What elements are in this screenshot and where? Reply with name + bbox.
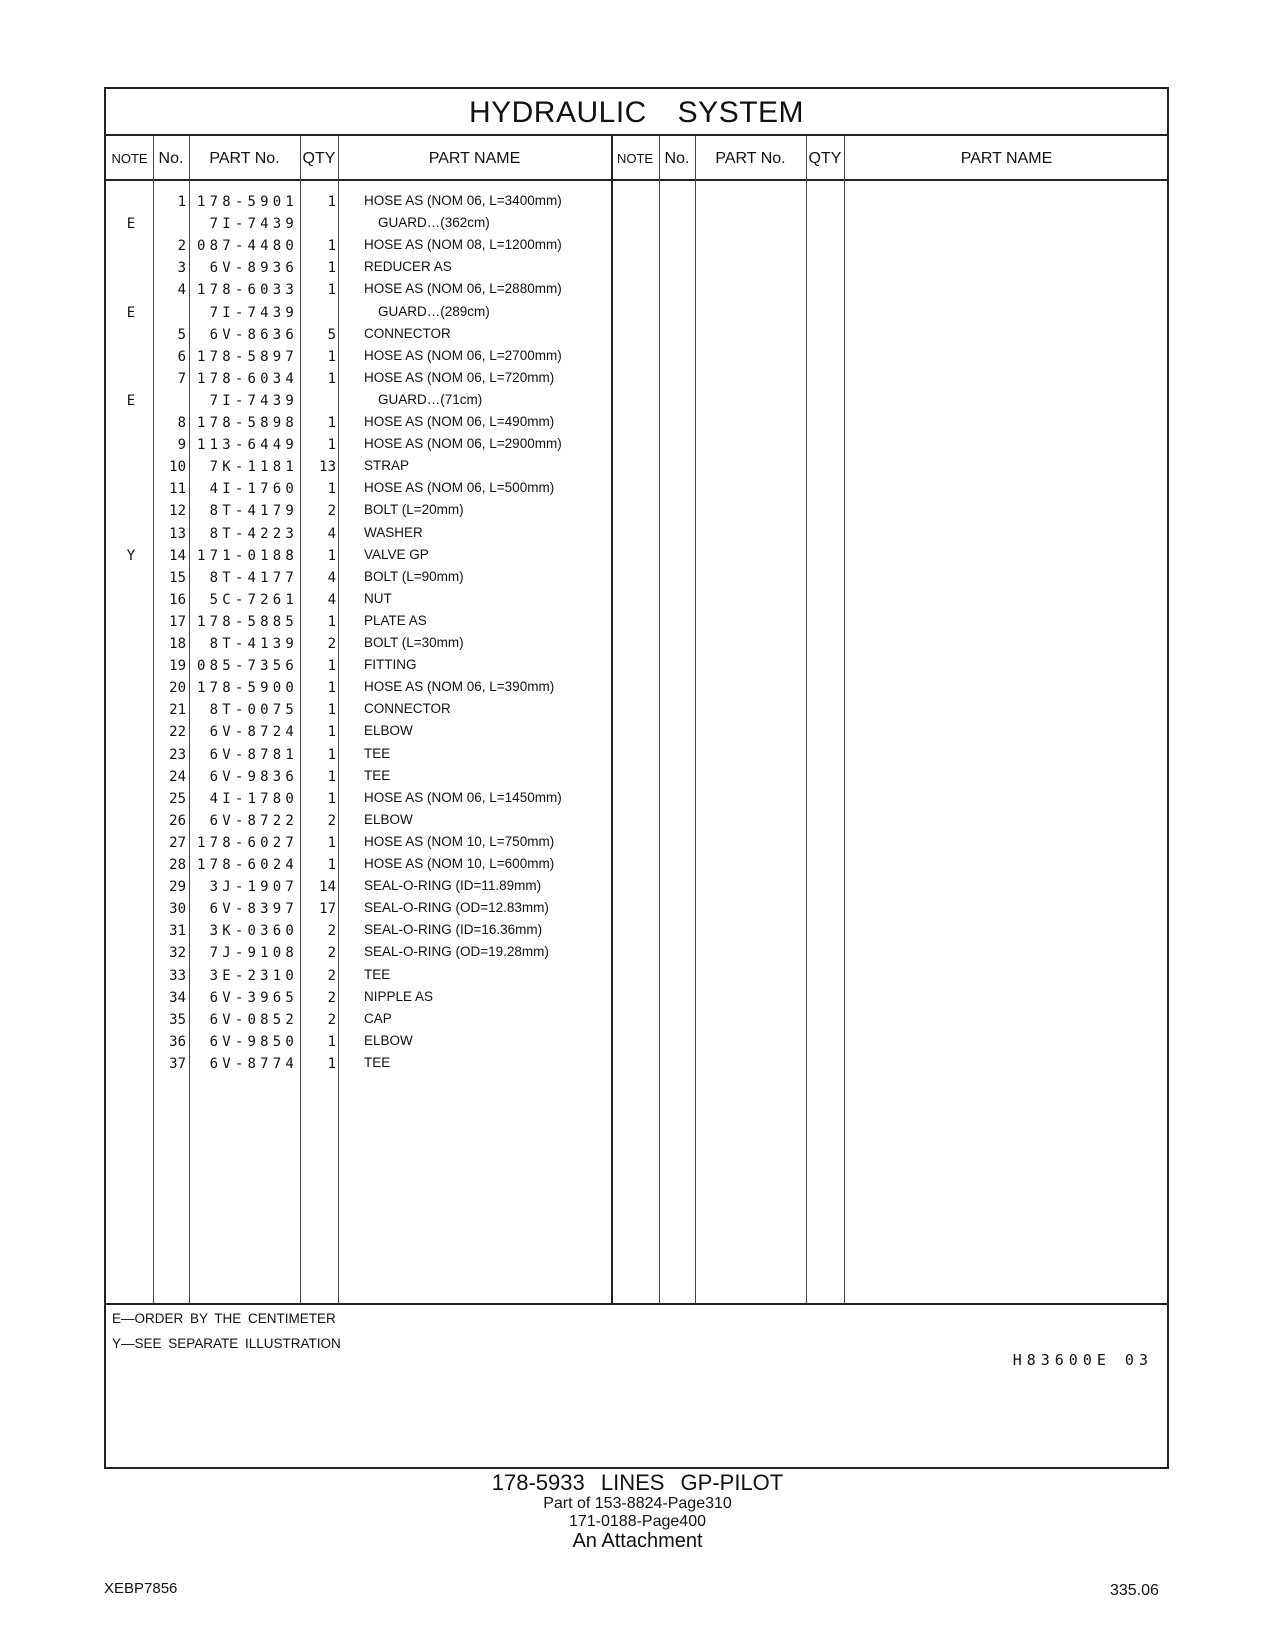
row-part-number: 8T-4139	[209, 636, 298, 652]
row-part-name: HOSE AS (NOM 06, L=2900mm)	[364, 436, 562, 452]
row-part-name: NIPPLE AS	[364, 988, 434, 1004]
row-part-name: ELBOW	[364, 811, 413, 827]
table-row	[106, 854, 1167, 876]
row-part-number: 7I-7439	[209, 216, 298, 233]
row-part-number: 178-6024	[196, 857, 298, 873]
table-row	[106, 1053, 1167, 1075]
header-qty: QTY	[808, 150, 842, 167]
table-row	[106, 412, 1167, 434]
row-part-number: 4I-1780	[209, 790, 298, 807]
row-part-number: 113-6449	[196, 437, 298, 454]
row-quantity: 5	[327, 326, 336, 343]
row-part-name: HOSE AS (NOM 06, L=490mm)	[364, 414, 555, 429]
row-item-number: 32	[169, 945, 186, 962]
row-part-name: BOLT (L=30mm)	[364, 635, 464, 650]
row-quantity: 2	[327, 636, 336, 652]
row-part-number: 178-5901	[196, 194, 298, 210]
table-row	[106, 832, 1167, 854]
row-item-number: 1	[177, 194, 186, 210]
row-part-name: TEE	[364, 767, 391, 783]
row-part-number: 171-0188	[196, 547, 298, 564]
row-part-name: CONNECTOR	[364, 701, 451, 717]
row-part-name: TEE	[364, 745, 391, 761]
row-item-number: 28	[169, 857, 186, 873]
row-part-number: 6V-8936	[209, 260, 298, 277]
row-quantity: 1	[327, 680, 336, 697]
row-item-number: 2	[177, 238, 186, 255]
row-quantity: 2	[327, 989, 336, 1006]
row-part-name: HOSE AS (NOM 06, L=500mm)	[364, 480, 555, 496]
row-item-number: 22	[169, 724, 186, 741]
row-part-name: HOSE AS (NOM 06, L=720mm)	[364, 369, 555, 385]
table-row	[106, 523, 1167, 545]
table-row	[106, 346, 1167, 368]
table-row	[106, 567, 1167, 589]
row-quantity: 1	[327, 437, 336, 454]
row-item-number: 15	[169, 569, 186, 586]
row-part-number: 178-6033	[196, 282, 298, 299]
row-part-number: 6V-8636	[209, 326, 298, 343]
row-item-number: 20	[169, 680, 186, 697]
row-item-number: 31	[169, 923, 186, 940]
table-row	[106, 633, 1167, 655]
row-part-number: 178-5898	[196, 415, 298, 431]
row-part-number: 178-6034	[196, 370, 298, 387]
row-part-number: 3K-0360	[209, 923, 298, 940]
document-id: XEBP7856	[104, 1580, 178, 1597]
row-part-name: HOSE AS (NOM 06, L=2880mm)	[364, 281, 562, 297]
caption-attachment: An Attachment	[572, 1530, 703, 1552]
table-row	[106, 987, 1167, 1009]
row-item-number: 17	[169, 613, 186, 630]
row-item-number: 3	[177, 260, 186, 277]
row-part-name: CONNECTOR	[364, 325, 451, 341]
row-quantity: 17	[319, 901, 336, 918]
row-part-number: 8T-4223	[209, 525, 298, 542]
table-row	[106, 766, 1167, 788]
row-part-name: HOSE AS (NOM 10, L=600mm)	[364, 856, 555, 871]
row-part-number: 8T-4177	[209, 569, 298, 586]
table-row	[106, 942, 1167, 964]
row-item-number: 12	[169, 503, 186, 520]
row-part-number: 6V-9836	[209, 768, 298, 785]
table-row	[106, 721, 1167, 743]
row-item-number: 24	[169, 768, 186, 785]
table-row	[106, 545, 1167, 567]
table-row	[106, 920, 1167, 942]
table-row	[106, 235, 1167, 257]
row-quantity: 2	[327, 503, 336, 520]
row-part-name: HOSE AS (NOM 08, L=1200mm)	[364, 237, 562, 253]
row-part-name: GUARD…(71cm)	[378, 391, 483, 407]
row-quantity: 1	[327, 415, 336, 431]
row-item-number: 9	[177, 437, 186, 454]
row-part-name: FITTING	[364, 657, 417, 673]
table-row	[106, 257, 1167, 279]
row-part-name: HOSE AS (NOM 06, L=390mm)	[364, 679, 555, 695]
page-number: 335.06	[1110, 1582, 1159, 1599]
row-quantity: 2	[327, 967, 336, 984]
row-item-number: 27	[169, 834, 186, 851]
row-part-number: 7I-7439	[209, 392, 298, 409]
row-part-name: HOSE AS (NOM 06, L=3400mm)	[364, 193, 562, 208]
row-part-name: NUT	[364, 590, 392, 606]
row-quantity: 13	[319, 459, 336, 476]
row-part-number: 7J-9108	[209, 945, 298, 962]
row-quantity: 4	[327, 569, 336, 586]
row-part-number: 3J-1907	[209, 879, 298, 896]
header-qty: QTY	[302, 150, 336, 167]
row-quantity: 1	[327, 547, 336, 564]
caption-reference: 171-0188-Page400	[568, 1513, 706, 1530]
row-part-number: 5C-7261	[209, 591, 298, 608]
header-note: NOTE	[111, 151, 148, 166]
row-item-number: 19	[169, 658, 186, 675]
row-quantity: 1	[327, 238, 336, 255]
table-row	[106, 1009, 1167, 1031]
row-item-number: 18	[169, 636, 186, 652]
row-item-number: 23	[169, 746, 186, 763]
row-quantity: 2	[327, 1011, 336, 1028]
row-quantity: 1	[327, 481, 336, 498]
row-item-number: 10	[169, 459, 186, 476]
table-row	[106, 191, 1167, 213]
row-part-name: HOSE AS (NOM 10, L=750mm)	[364, 833, 555, 849]
row-quantity: 1	[327, 857, 336, 873]
row-quantity: 1	[327, 370, 336, 387]
row-item-number: 25	[169, 790, 186, 807]
row-item-number: 14	[169, 547, 186, 564]
row-part-name: PLATE AS	[364, 612, 427, 628]
row-part-number: 7I-7439	[209, 304, 298, 321]
table-row	[106, 699, 1167, 721]
row-part-name: TEE	[364, 1054, 391, 1070]
row-item-number: 21	[169, 702, 186, 719]
table-row	[106, 677, 1167, 699]
row-quantity: 1	[327, 260, 336, 277]
row-part-name: CAP	[364, 1010, 392, 1026]
row-quantity: 1	[327, 790, 336, 807]
table-row	[106, 655, 1167, 677]
table-row	[106, 302, 1167, 324]
row-part-number: 6V-0852	[209, 1011, 298, 1028]
row-part-number: 6V-8724	[209, 724, 298, 741]
row-quantity: 1	[327, 746, 336, 763]
row-part-name: WASHER	[364, 524, 423, 540]
sheet-footer	[106, 1303, 1167, 1469]
header-no: No.	[158, 150, 184, 167]
header-part-name: PART NAME	[960, 150, 1053, 167]
row-part-name: GUARD…(362cm)	[378, 215, 490, 231]
header-note: NOTE	[616, 151, 654, 166]
table-row	[106, 500, 1167, 522]
row-quantity: 1	[327, 1033, 336, 1050]
row-quantity: 2	[327, 923, 336, 940]
row-item-number: 16	[169, 591, 186, 608]
row-quantity: 2	[327, 812, 336, 829]
row-quantity: 1	[327, 348, 336, 365]
row-part-name: BOLT (L=20mm)	[364, 502, 464, 518]
table-row	[106, 368, 1167, 390]
row-quantity: 1	[327, 768, 336, 785]
row-part-number: 087-4480	[196, 238, 298, 255]
row-part-number: 8T-0075	[209, 702, 298, 719]
header-no: No.	[664, 150, 690, 167]
table-row	[106, 965, 1167, 987]
sheet-title: HYDRAULIC SYSTEM	[106, 89, 1167, 136]
row-item-number: 8	[177, 415, 186, 431]
illustration-code: H83600E 03	[1012, 1351, 1153, 1369]
row-part-name: ELBOW	[364, 723, 413, 739]
row-part-name: HOSE AS (NOM 06, L=2700mm)	[364, 347, 562, 363]
row-part-number: 7K-1181	[209, 459, 298, 476]
row-quantity: 1	[327, 613, 336, 630]
row-item-number: 4	[177, 282, 186, 299]
table-row	[106, 744, 1167, 766]
table-row	[106, 589, 1167, 611]
parts-table-body	[106, 181, 1167, 1303]
row-part-name: GUARD…(289cm)	[378, 303, 490, 319]
row-part-number: 6V-8774	[209, 1055, 298, 1072]
table-row	[106, 213, 1167, 235]
row-part-name: TEE	[364, 966, 391, 982]
row-note: E	[126, 392, 136, 409]
row-quantity: 1	[327, 282, 336, 299]
table-row	[106, 478, 1167, 500]
row-item-number: 11	[169, 481, 186, 498]
row-note: Y	[126, 547, 136, 564]
row-part-number: 6V-8397	[209, 901, 298, 918]
row-item-number: 7	[177, 370, 186, 387]
row-part-number: 8T-4179	[209, 503, 298, 520]
row-part-name: BOLT (L=90mm)	[364, 568, 464, 584]
table-row	[106, 324, 1167, 346]
row-part-number: 178-5900	[196, 680, 298, 697]
row-part-number: 178-5897	[196, 348, 298, 365]
row-part-number: 6V-8781	[209, 746, 298, 763]
row-quantity: 1	[327, 658, 336, 675]
header-part-name: PART NAME	[428, 150, 521, 167]
table-row	[106, 810, 1167, 832]
footer-note-e: E—ORDER BY THE CENTIMETER	[112, 1311, 336, 1326]
row-part-name: SEAL-O-RING (ID=16.36mm)	[364, 922, 543, 938]
row-quantity: 14	[319, 879, 336, 896]
row-note: E	[126, 216, 136, 233]
row-item-number: 13	[169, 525, 186, 542]
row-item-number: 5	[177, 326, 186, 343]
table-row	[106, 279, 1167, 301]
table-row	[106, 434, 1167, 456]
row-part-number: 6V-9850	[209, 1033, 298, 1050]
row-part-name: SEAL-O-RING (ID=11.89mm)	[364, 878, 542, 894]
row-part-name: ELBOW	[364, 1032, 413, 1048]
row-note: E	[126, 304, 136, 321]
row-quantity: 1	[327, 702, 336, 719]
parts-list-sheet	[104, 87, 1169, 1469]
row-part-name: STRAP	[364, 458, 410, 474]
caption-title: 178-5933 LINES GP-PILOT	[491, 1470, 784, 1495]
row-item-number: 37	[169, 1055, 186, 1072]
row-part-name: REDUCER AS	[364, 259, 452, 275]
row-part-number: 178-5885	[196, 613, 298, 630]
table-row	[106, 788, 1167, 810]
table-row	[106, 898, 1167, 920]
header-part-no: PART No.	[715, 150, 786, 167]
table-row	[106, 611, 1167, 633]
row-item-number: 30	[169, 901, 186, 918]
table-row	[106, 876, 1167, 898]
header-part-no: PART No.	[209, 150, 280, 167]
table-row	[106, 1031, 1167, 1053]
row-item-number: 33	[169, 967, 186, 984]
row-part-number: 4I-1760	[209, 481, 298, 498]
row-item-number: 35	[169, 1011, 186, 1028]
row-item-number: 26	[169, 812, 186, 829]
row-part-number: 6V-3965	[209, 989, 298, 1006]
row-quantity: 1	[327, 194, 336, 210]
row-part-name: SEAL-O-RING (OD=19.28mm)	[364, 944, 549, 960]
row-item-number: 34	[169, 989, 186, 1006]
row-quantity: 1	[327, 834, 336, 851]
row-part-name: HOSE AS (NOM 06, L=1450mm)	[364, 789, 562, 805]
row-quantity: 1	[327, 1055, 336, 1072]
row-quantity: 4	[327, 525, 336, 542]
row-quantity: 2	[327, 945, 336, 962]
row-part-number: 178-6027	[196, 834, 298, 851]
row-item-number: 29	[169, 879, 186, 896]
row-item-number: 6	[177, 348, 186, 365]
row-part-number: 6V-8722	[209, 812, 298, 829]
row-part-number: 085-7356	[196, 658, 298, 675]
row-part-name: VALVE GP	[364, 546, 429, 562]
row-quantity: 4	[327, 591, 336, 608]
row-part-number: 3E-2310	[209, 967, 298, 984]
row-quantity: 1	[327, 724, 336, 741]
table-row	[106, 456, 1167, 478]
footer-note-y: Y—SEE SEPARATE ILLUSTRATION	[112, 1336, 341, 1351]
table-row	[106, 390, 1167, 412]
row-part-name: SEAL-O-RING (OD=12.83mm)	[364, 900, 549, 916]
row-item-number: 36	[169, 1033, 186, 1050]
caption-part-of: Part of 153-8824-Page310	[543, 1495, 732, 1512]
